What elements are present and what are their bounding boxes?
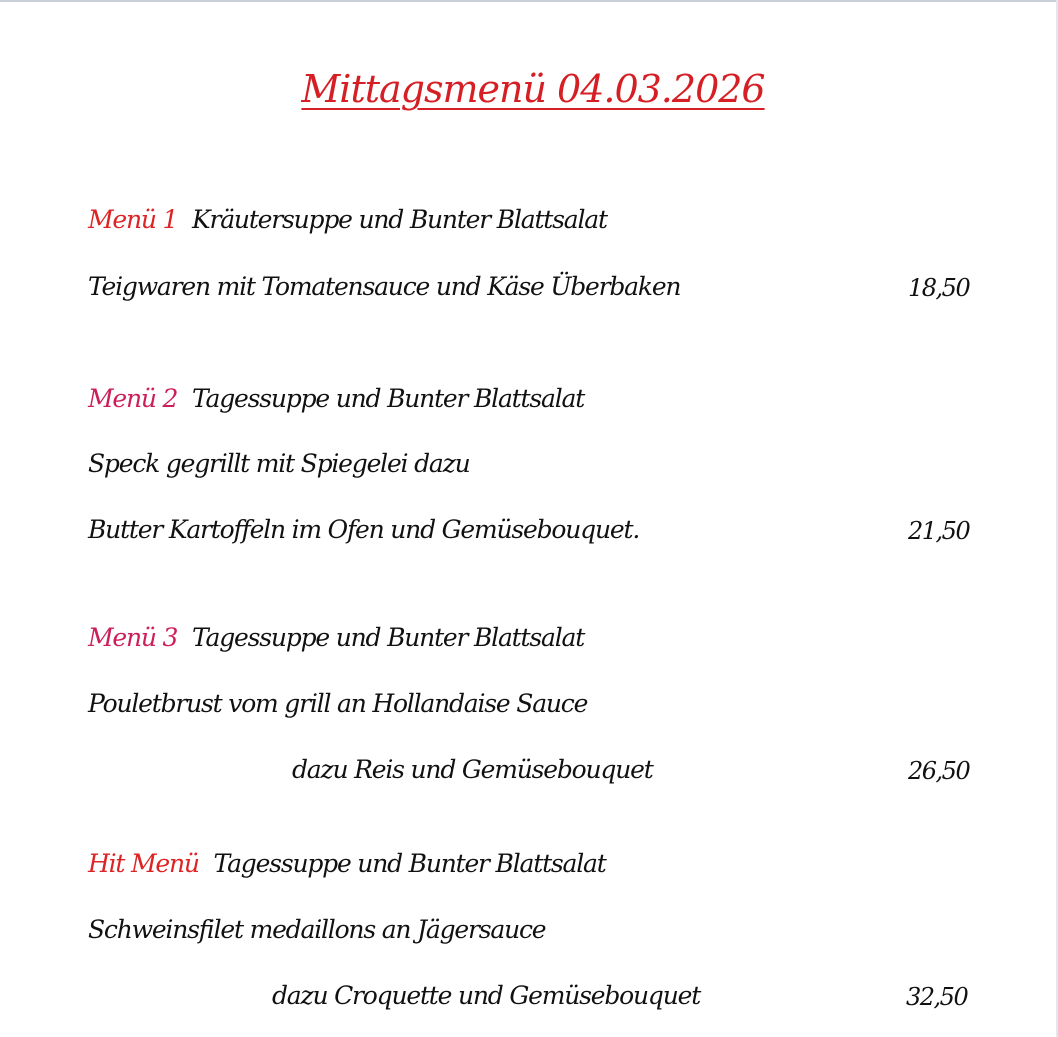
menu-2-label: Menü 2 bbox=[88, 384, 178, 413]
hit-menu-label: Hit Menü bbox=[88, 849, 199, 878]
page-title-text: Mittagsmenü 04.03.2026 bbox=[301, 67, 765, 111]
menu-2-price: 21,50 bbox=[908, 517, 970, 545]
menu-3-main: Pouletbrust vom grill an Hollandaise Sauce bbox=[88, 689, 588, 718]
menu-3-label: Menü 3 bbox=[88, 623, 178, 652]
menu-2-header bbox=[88, 386, 584, 411]
menu-3-price: 26,50 bbox=[908, 757, 970, 785]
menu-1-label: Menü 1 bbox=[88, 205, 178, 234]
hit-menu-price: 32,50 bbox=[906, 983, 968, 1011]
menu-1-main: Teigwaren mit Tomatensauce und Käse Überbaken bbox=[88, 272, 681, 301]
page-title bbox=[0, 67, 1058, 111]
menu-1-price: 18,50 bbox=[908, 274, 970, 302]
menu-3-side: dazu Reis und Gemüsebouquet bbox=[292, 755, 653, 784]
menu-1-header bbox=[88, 207, 607, 232]
hit-menu-header bbox=[88, 851, 606, 876]
menu-2-side: Butter Kartoffeln im Ofen und Gemüsebouquet. bbox=[88, 515, 640, 544]
top-border bbox=[0, 0, 1058, 2]
menu-3-starter: Tagessuppe und Bunter Blattsalat bbox=[192, 623, 585, 652]
hit-menu-starter: Tagessuppe und Bunter Blattsalat bbox=[213, 849, 606, 878]
menu-1-starter: Kräutersuppe und Bunter Blattsalat bbox=[192, 205, 607, 234]
hit-menu-main: Schweinsfilet medaillons an Jägersauce bbox=[88, 915, 546, 944]
hit-menu-side: dazu Croquette und Gemüsebouquet bbox=[272, 981, 701, 1010]
menu-3-header bbox=[88, 625, 584, 650]
menu-2-main: Speck gegrillt mit Spiegelei dazu bbox=[88, 449, 470, 478]
menu-2-starter: Tagessuppe und Bunter Blattsalat bbox=[192, 384, 585, 413]
